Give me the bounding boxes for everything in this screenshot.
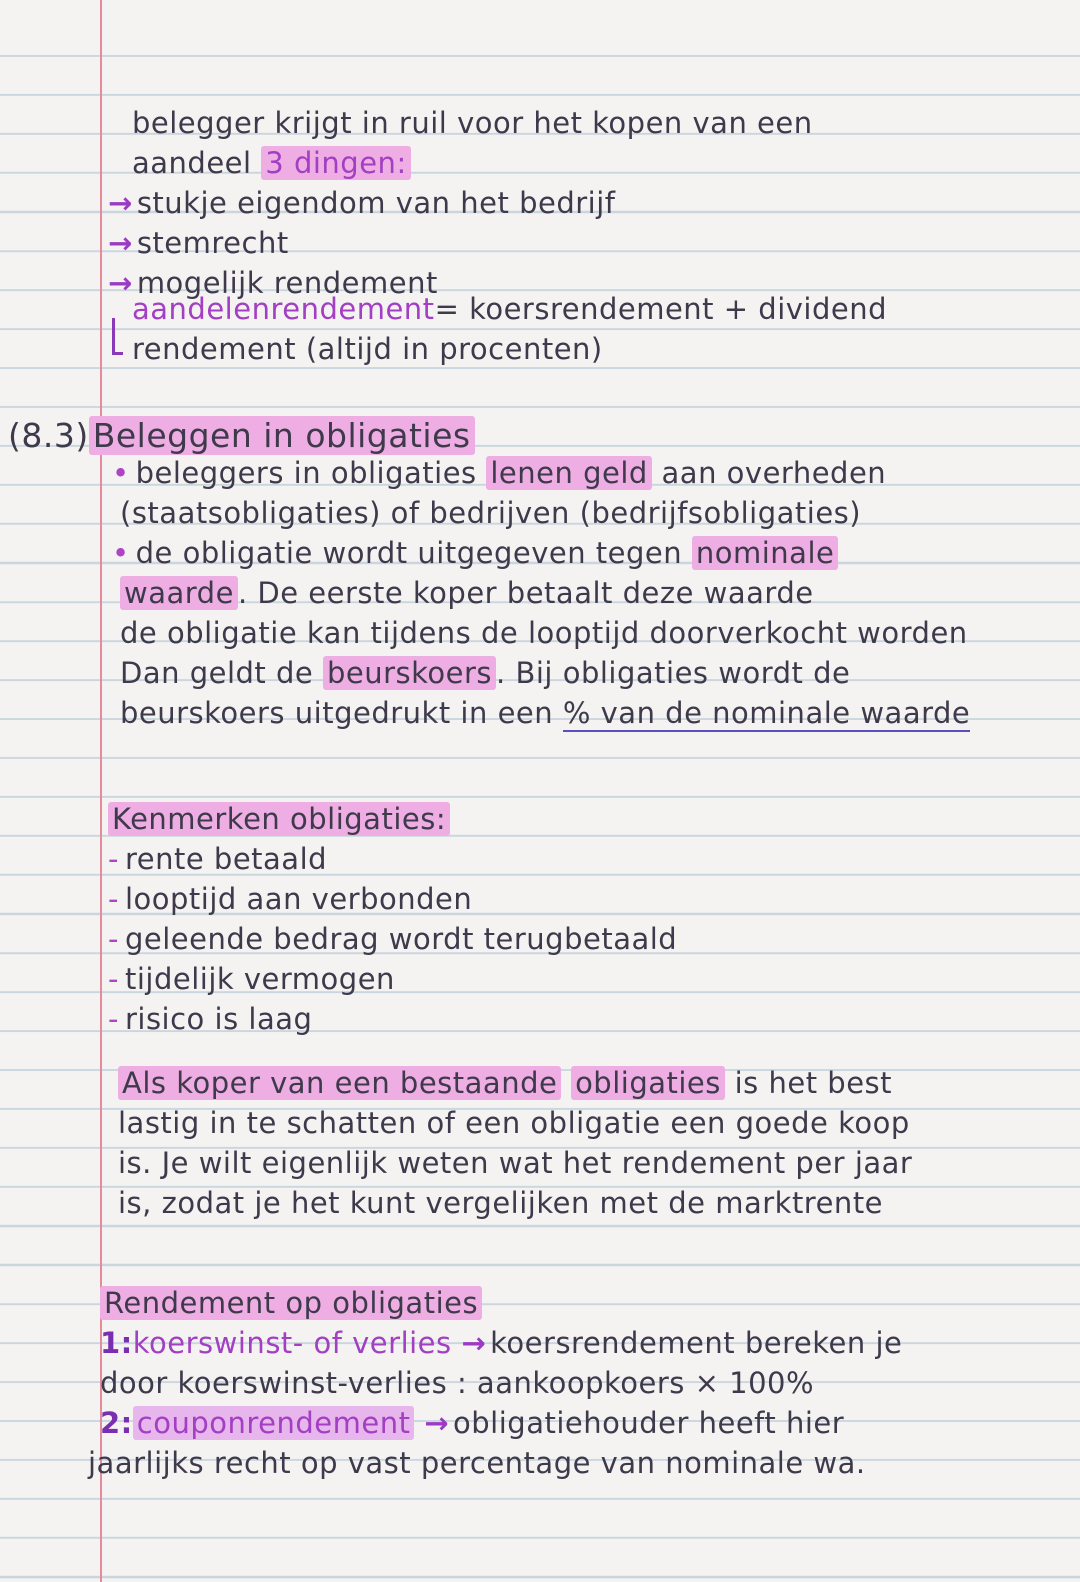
paragraph-line: is. Je wilt eigenlijk weten wat het rendement per jaar <box>118 1146 913 1180</box>
arrow-icon: → <box>108 266 133 300</box>
paragraph-line: • de obligatie wordt uitgegeven tegen nominale <box>112 536 838 570</box>
paragraph-line: Als koper van een bestaande obligaties is het best <box>118 1066 892 1100</box>
paragraph-line: door koerswinst-verlies : aankoopkoers × 100% <box>100 1366 815 1400</box>
paragraph-line: (staatsobligaties) of bedrijven (bedrijfsobligaties) <box>120 496 862 530</box>
bullet-icon: • <box>112 536 130 570</box>
paragraph-line: jaarlijks recht op vast percentage van nominale wa. <box>88 1446 866 1480</box>
arrow-icon: → <box>108 186 133 220</box>
dash-icon: - <box>108 922 119 956</box>
arrow-icon: → <box>108 226 133 260</box>
highlight: 3 dingen: <box>261 146 410 180</box>
paragraph-line: lastig in te schatten of een obligatie een goede koop <box>118 1106 910 1140</box>
section-heading: (8.3) Beleggen in obligaties <box>8 416 475 455</box>
arrow-item: → stukje eigendom van het bedrijf <box>108 186 616 220</box>
note-line-1: belegger krijgt in ruil voor het kopen van een <box>132 106 813 140</box>
arrow-icon: → <box>424 1406 450 1440</box>
bullet-icon: • <box>112 456 130 490</box>
note-line-2: aandeel 3 dingen: <box>132 146 411 180</box>
arrow-item: → stemrecht <box>108 226 289 260</box>
dash-icon: - <box>108 962 119 996</box>
arrow-item: → mogelijk rendement <box>108 266 438 300</box>
note-line-7: rendement (altijd in procenten) <box>132 332 603 366</box>
paragraph-line: de obligatie kan tijdens de looptijd doorverkocht worden <box>120 616 968 650</box>
paragraph-line: beurskoers uitgedrukt in een % van de nominale waarde <box>120 696 971 730</box>
paragraph-line: is, zodat je het kunt vergelijken met de marktrente <box>118 1186 884 1220</box>
subheading: Rendement op obligaties <box>100 1286 482 1320</box>
paragraph-line: 2: couponrendement → obligatiehouder heeft hier <box>100 1406 845 1440</box>
list-item: - geleende bedrag wordt terugbetaald <box>108 922 678 956</box>
list-item: - looptijd aan verbonden <box>108 882 473 916</box>
paragraph-line: Dan geldt de beurskoers . Bij obligaties wordt de <box>120 656 851 690</box>
arrow-icon: → <box>461 1326 487 1360</box>
list-item: - risico is laag <box>108 1002 313 1036</box>
bracket-arrow-icon <box>112 318 123 355</box>
dash-icon: - <box>108 1002 119 1036</box>
paragraph-line: • beleggers in obligaties lenen geld aan overheden <box>112 456 887 490</box>
list-item: - rente betaald <box>108 842 328 876</box>
dash-icon: - <box>108 882 119 916</box>
list-item: - tijdelijk vermogen <box>108 962 395 996</box>
note-line-6: aandelenrendement= koersrendement + dividend <box>132 292 888 326</box>
dash-icon: - <box>108 842 119 876</box>
paragraph-line: waarde . De eerste koper betaalt deze waarde <box>120 576 814 610</box>
list-heading: Kenmerken obligaties: <box>108 802 450 836</box>
paragraph-line: 1:koerswinst- of verlies → koersrendement bereken je <box>100 1326 903 1360</box>
